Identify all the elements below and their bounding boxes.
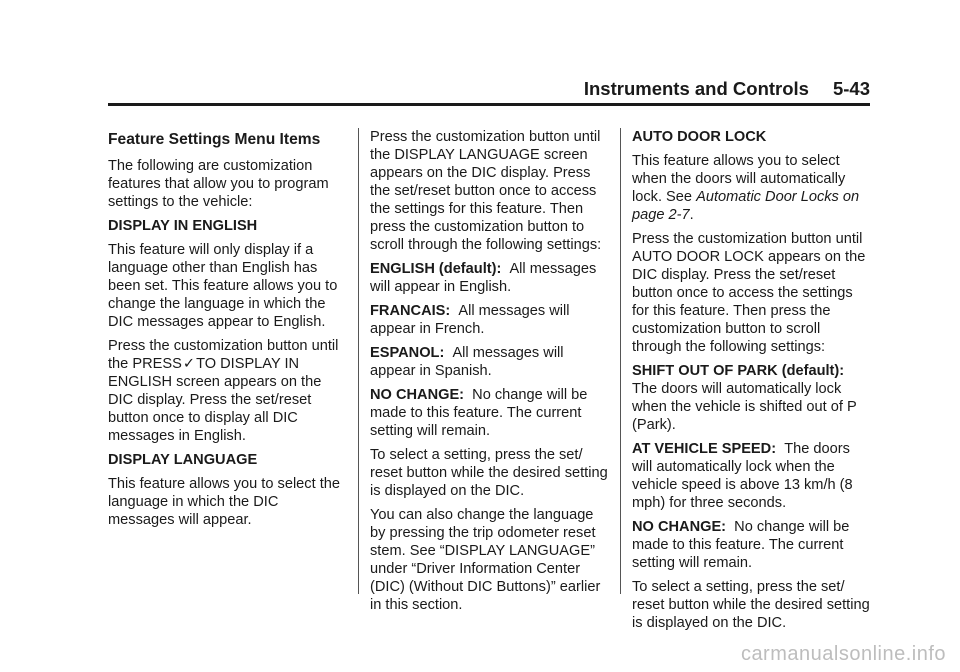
page-number: 5-43 <box>832 78 870 99</box>
intro-paragraph: The following are customization features that allow you to program settings to the vehicle: <box>108 158 329 210</box>
option-text: All messages will appear in French. <box>370 303 570 337</box>
option-text: All messages will appear in English. <box>370 261 597 295</box>
option-label: SHIFT OUT OF PARK (default): <box>632 363 845 379</box>
column-1 <box>108 128 346 535</box>
cross-reference-link[interactable]: Automatic Door Locks on page 2‑7 <box>632 189 860 223</box>
header-rule <box>108 103 870 106</box>
section-title: Feature Settings Menu Items <box>108 131 321 148</box>
paragraph-select-setting: To select a setting, press the set/ reset button while the desired setting is displayed on the DIC. <box>370 447 608 499</box>
option-label: NO CHANGE: <box>632 519 727 535</box>
paragraph-select-setting: To select a setting, press the set/ reset button while the desired setting is displayed on the DIC. <box>632 579 870 631</box>
column-divider-1 <box>358 128 359 594</box>
paragraph-display-language: This feature allows you to select the language in which the DIC messages will appear. <box>108 476 340 528</box>
column-divider-2 <box>620 128 621 594</box>
option-label: ESPANOL: <box>370 345 445 361</box>
option-english <box>370 260 608 296</box>
heading-display-language: DISPLAY LANGUAGE <box>108 452 258 468</box>
option-text: The doors will automatically lock when the vehicle speed is above 13 km/h (8 mph) for three seconds. <box>632 441 853 511</box>
watermark: carmanualsonline.info <box>740 643 946 665</box>
paragraph-language-instructions: Press the customization button until the DISPLAY LANGUAGE screen appears on the DIC display. Press the set/reset button once to access the settings for this feature. Then press the customization button to scroll through the following settings: <box>370 129 602 253</box>
heading-display-in-english: DISPLAY IN ENGLISH <box>108 218 258 234</box>
text-fragment: This feature allows you to select when the doors will automatically lock. See <box>632 153 846 205</box>
heading-auto-door-lock: AUTO DOOR LOCK <box>632 129 767 145</box>
page-header <box>108 78 870 100</box>
option-no-change <box>370 386 608 440</box>
header-section-title: Instruments and Controls <box>583 78 809 99</box>
checkmark-icon: ✓ <box>182 356 196 372</box>
option-espanol <box>370 344 608 380</box>
option-label: ENGLISH (default): <box>370 261 502 277</box>
option-shift-out-of-park <box>632 362 870 434</box>
option-francais <box>370 302 608 338</box>
paragraph-auto-door-lock-instructions: Press the customization button until AUTO DOOR LOCK appears on the DIC display. Press the set/reset button once to access the settings for this feature. Then press the customization button to scroll through the following settings: <box>632 231 866 355</box>
option-label: NO CHANGE: <box>370 387 465 403</box>
column-3 <box>632 128 870 638</box>
text-fragment: . <box>689 207 694 223</box>
option-text: No change will be made to this feature. The current setting will remain. <box>370 387 588 439</box>
option-label: FRANCAIS: <box>370 303 451 319</box>
option-at-vehicle-speed <box>632 440 870 512</box>
option-text: All messages will appear in Spanish. <box>370 345 564 379</box>
text-fragment: Press the customization button until the PRESS <box>108 338 339 372</box>
option-no-change <box>632 518 870 572</box>
paragraph-auto-door-lock <box>632 152 870 224</box>
paragraph-display-in-english: This feature will only display if a language other than English has been set. This feature allows you to change the language in which the DIC messages appear to English. <box>108 242 338 330</box>
option-text: No change will be made to this feature. The current setting will remain. <box>632 519 850 571</box>
paragraph-press-to-display <box>108 337 346 445</box>
column-2 <box>370 128 608 620</box>
option-label: AT VEHICLE SPEED: <box>632 441 777 457</box>
text-fragment: TO DISPLAY IN ENGLISH screen appears on the DIC display. Press the set/reset button once to display all DIC messages in English. <box>108 356 322 444</box>
option-text: The doors will automatically lock when the vehicle is shifted out of P (Park). <box>632 381 857 433</box>
paragraph-odometer-reset: You can also change the language by pressing the trip odometer reset stem. See “DISPLAY LANGUAGE” under “Driver Information Center (DIC) (Without DIC Buttons)” earlier in this section. <box>370 507 601 613</box>
